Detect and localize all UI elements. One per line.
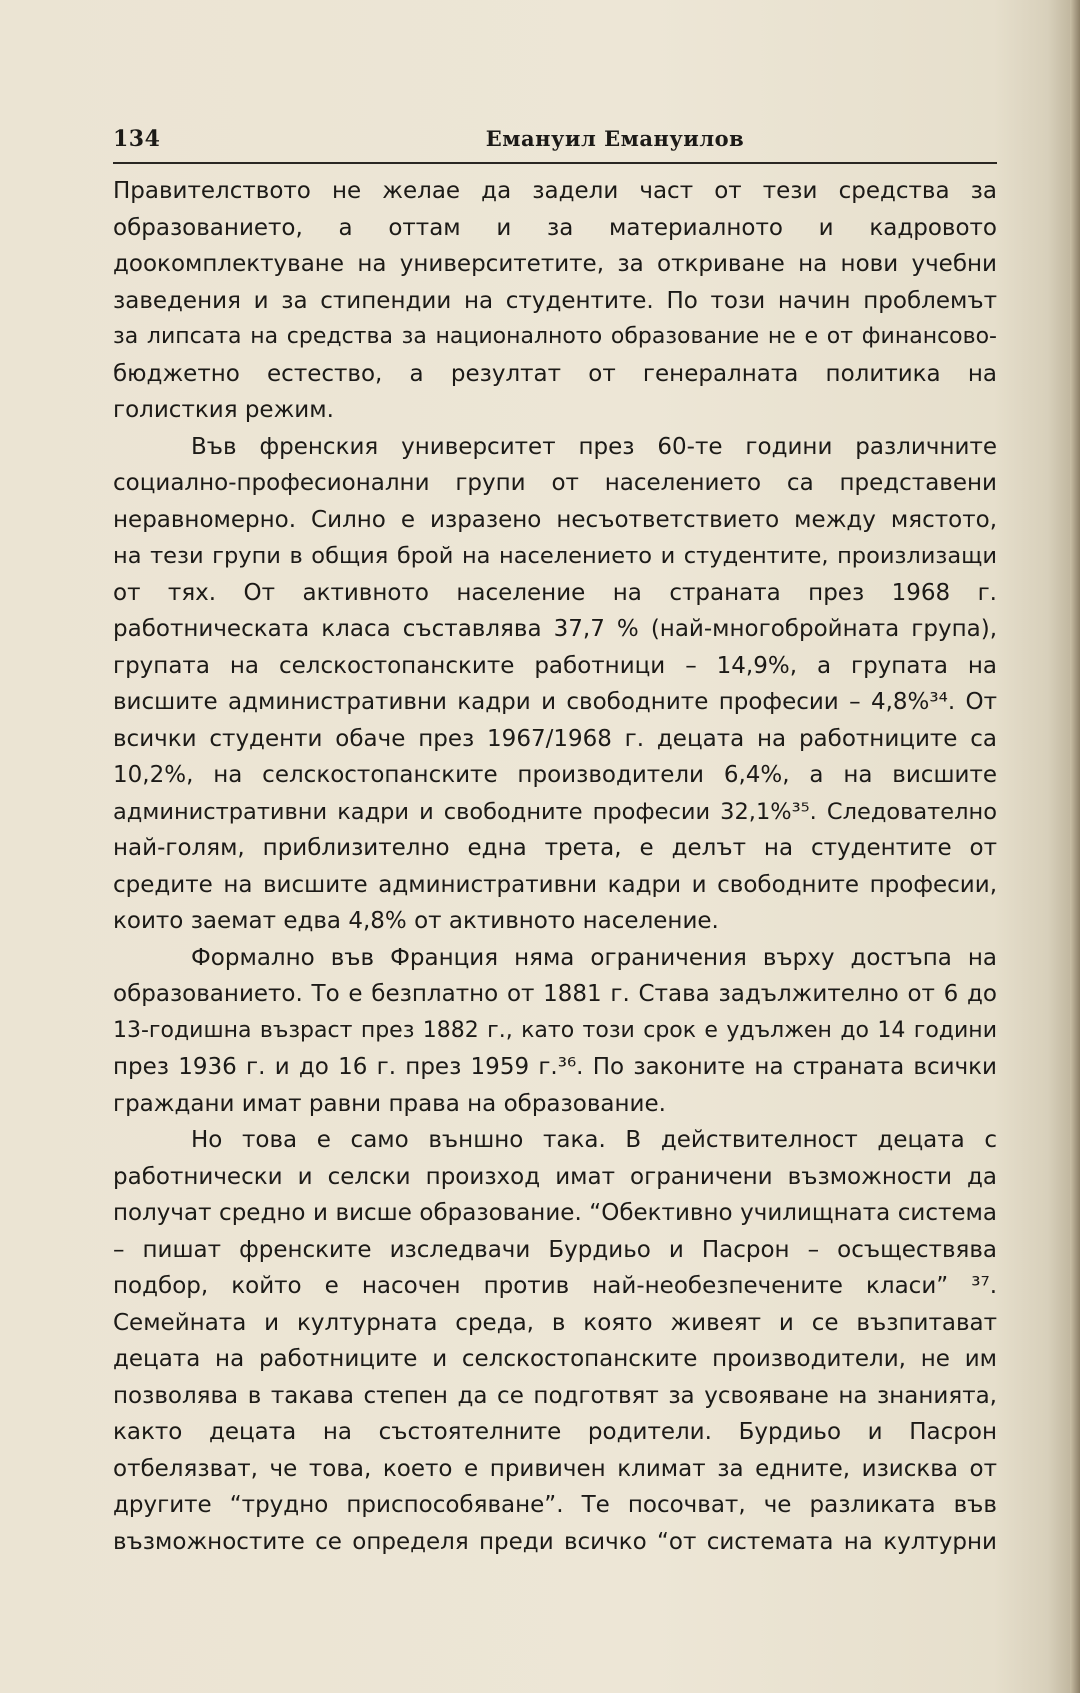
page-header (113, 126, 997, 164)
text-line: административни кадри и свободните професии 32,1%³⁵. Следователно (113, 798, 997, 825)
text-line: образованието, а оттам и за материалното и кадровото (113, 214, 997, 241)
text-line: – пишат френските изследвачи Бурдиьо и Пасрон – осъществява (113, 1236, 997, 1263)
text-line: получат средно и висше образование. “Обективно училищната система (113, 1200, 997, 1226)
text-line: отбелязват, че това, което е привичен климат за едните, изисква от (113, 1455, 997, 1482)
text-line: всички студенти обаче през 1967/1968 г. децата на работниците са (113, 725, 997, 752)
text-line: позволява в такава степен да се подготвят за усвояване на знанията, (113, 1382, 997, 1409)
text-line: Във френския университет през 60-те години различните (191, 433, 997, 460)
text-line: работнически и селски произход имат ограничени възможности да (113, 1163, 997, 1190)
text-line: както децата на състоятелните родители. Бурдиьо и Пасрон (113, 1419, 997, 1445)
body-text (113, 173, 997, 1560)
text-line: висшите административни кадри и свободните професии – 4,8%³⁴. От (113, 689, 997, 715)
text-line: другите “трудно приспособяване”. Те посочват, че разликата във (113, 1492, 997, 1518)
text-line: граждани имат равни права на образование. (113, 1090, 666, 1117)
text-line: Но това е само външно така. В действителност децата с (191, 1127, 997, 1153)
text-line: средите на висшите административни кадри и свободните професии, (113, 871, 997, 898)
text-line: които заемат едва 4,8% от активното население. (113, 908, 719, 934)
text-line: Формално във Франция няма ограничения върху достъпа на (191, 944, 997, 971)
text-line: голисткия режим. (113, 397, 334, 423)
text-line: образованието. То е безплатно от 1881 г. Става задължително от 6 до (113, 981, 997, 1007)
text-line: социално-професионални групи от населението са представени (113, 470, 997, 496)
text-line: заведения и за стипендии на студентите. По този начин проблемът (113, 287, 997, 314)
text-line: възможностите се определя преди всичко “от системата на културни (113, 1528, 997, 1555)
text-line: Семейната и културната среда, в която живеят и се възпитават (113, 1309, 997, 1336)
text-line: на тези групи в общия брой на населението и студентите, произлизащи (113, 543, 997, 569)
text-line: групата на селскостопанските работници – 14,9%, а групата на (113, 652, 997, 679)
text-line: доокомплектуване на университетите, за откриване на нови учебни (113, 251, 997, 277)
text-line: 13-годишна възраст през 1882 г., като този срок е удължен до 14 години (113, 1017, 997, 1043)
text-line: 10,2%, на селскостопанските производители 6,4%, а на висшите (113, 762, 997, 788)
text-line: подбор, който е насочен против най-необезпечените класи” ³⁷. (113, 1273, 997, 1299)
running-head: Емануил Емануилов (485, 126, 745, 151)
text-line: през 1936 г. и до 16 г. през 1959 г.³⁶. По законите на страната всички (113, 1054, 997, 1080)
text-line: децата на работниците и селскостопанските производители, не им (113, 1346, 997, 1372)
text-line: от тях. От активното население на страната през 1968 г. (113, 579, 997, 606)
text-line: неравномерно. Силно е изразено несъответствието между мястото, (113, 506, 997, 533)
text-line: най-голям, приблизително една трета, е делът на студентите от (113, 835, 997, 861)
text-line: бюджетно естество, а резултат от генералната политика на (113, 360, 997, 387)
text-line: Правителството не желае да задели част от тези средства за (113, 178, 997, 204)
page-number: 134 (113, 126, 161, 152)
page-edge-shadow (1070, 0, 1080, 1693)
text-line: за липсата на средства за националното образование не е от финансово- (113, 324, 997, 349)
text-line: работническата класа съставлява 37,7 % (най-многобройната група), (113, 616, 997, 642)
